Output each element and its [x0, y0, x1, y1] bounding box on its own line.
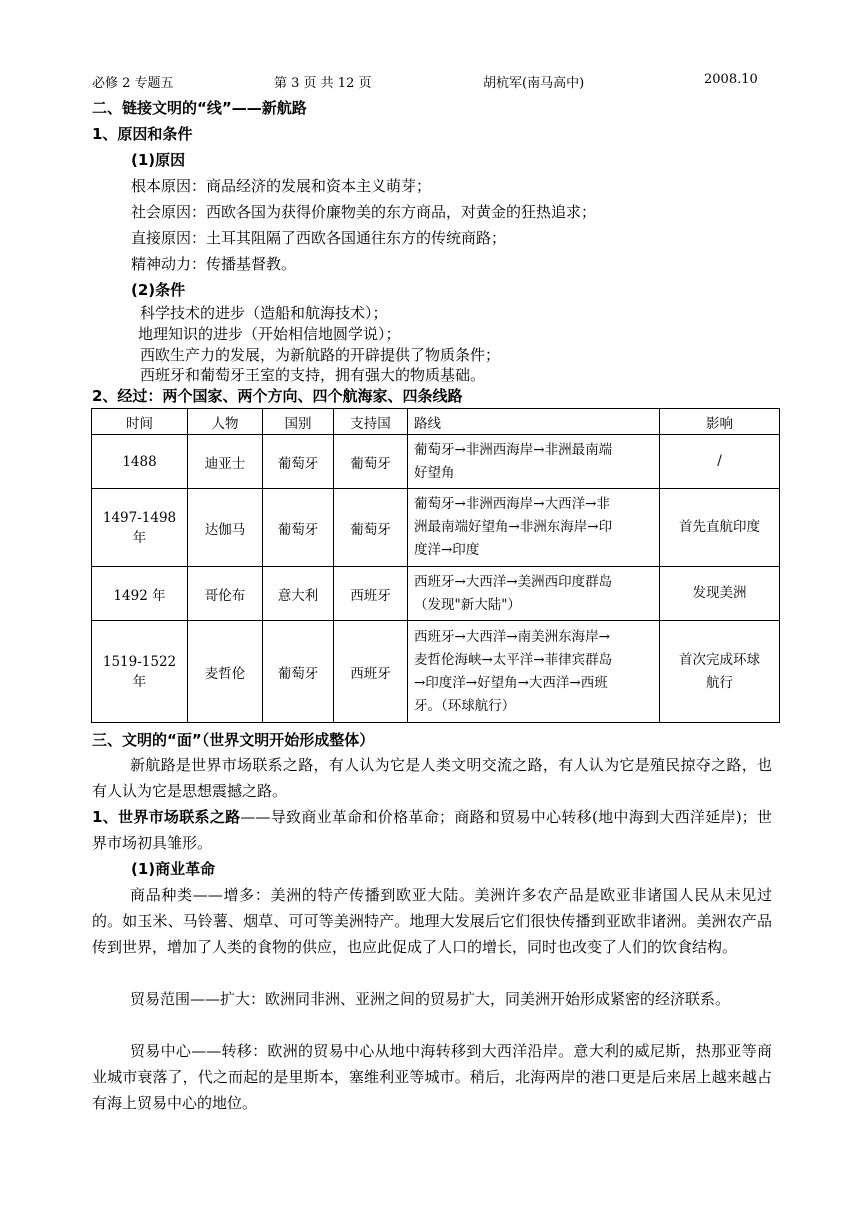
- condition-item: 西班牙和葡萄牙王室的支持，拥有强大的物质基础。: [140, 366, 486, 384]
- table-row: [92, 435, 780, 489]
- route-line: 度洋→印度: [414, 542, 480, 558]
- cell-sponsor: 西班牙: [334, 567, 408, 621]
- impact-line: 发现美洲: [692, 585, 747, 601]
- commerce-revolution-title: (1)商业革命: [131, 860, 216, 878]
- condition-item: 西欧生产力的发展，为新航路的开辟提供了物质条件；: [140, 346, 501, 364]
- cell-route: [408, 567, 660, 621]
- subsection-2-title: 2、经过：两个国家、两个方向、四个航海家、四条线路: [92, 387, 463, 405]
- cell-sponsor: 西班牙: [334, 621, 408, 723]
- cell-person: 麦哲伦: [188, 621, 263, 723]
- condition-item: 地理知识的进步（开始相信地圆学说）；: [138, 325, 401, 343]
- cell-person: 达伽马: [188, 489, 263, 567]
- header-course: 必修 2 专题五: [92, 76, 174, 91]
- header-date: 2008.10: [704, 72, 758, 87]
- cell-route: [408, 435, 660, 489]
- cell-time: 1519-1522 年: [92, 621, 188, 723]
- column-header-time: 时间: [92, 409, 188, 435]
- cell-time: 1492 年: [92, 567, 188, 621]
- subsection-3-1-text: ——导致商业革命和价格革命；商路和贸易中心转移(地中海到大西洋延岸)；世界市场初具雏形。: [92, 808, 772, 852]
- cause-item: 根本原因：商品经济的发展和资本主义萌芽；: [131, 177, 432, 195]
- cell-impact: [660, 489, 780, 567]
- impact-line: 航行: [706, 674, 733, 691]
- commerce-paragraph-scope: 贸易范围——扩大：欧洲同非洲、亚洲之间的贸易扩大，同美洲开始形成紧密的经济联系。: [130, 990, 731, 1008]
- impact-line: 首次完成环球: [679, 651, 760, 668]
- table-row: [92, 567, 780, 621]
- commerce-paragraph-center: 贸易中心——转移：欧洲的贸易中心从地中海转移到大西洋沿岸。意大利的威尼斯，热那亚等商业城市衰落了，代之而起的是里斯本，塞维利亚等城市。稍后，北海两岸的港口更是后来居上越来越占有海上贸易中心的地位。: [92, 1042, 772, 1112]
- cause-item: 精神动力：传播基督教。: [131, 255, 297, 273]
- causes-title: (1)原因: [131, 151, 186, 169]
- commerce-paragraph-goods: 商品种类——增多：美洲的特产传播到欧亚大陆。美洲许多农产品是欧亚非诸国人民从未见过的。如玉米、马铃薯、烟草、可可等美洲特产。地理大发展后它们很快传播到亚欧非诸洲。美洲农产品传到世界，增加了人类的食物的供应，也应此促成了人口的增长，同时也改变了人们的饮食结构。: [92, 886, 772, 956]
- cell-route: [408, 621, 660, 723]
- impact-line: 首先直航印度: [679, 519, 760, 535]
- cell-country: 葡萄牙: [263, 621, 334, 723]
- impact-line: /: [717, 453, 722, 469]
- cell-sponsor: 葡萄牙: [334, 435, 408, 489]
- route-line: （发现"新大陆"）: [414, 596, 521, 613]
- cell-country: 葡萄牙: [263, 435, 334, 489]
- cell-impact: [660, 621, 780, 723]
- cause-item: 直接原因：土耳其阻隔了西欧各国通往东方的传统商路；: [131, 229, 507, 247]
- subsection-1-title: 1、原因和条件: [92, 125, 193, 143]
- conditions-title: (2)条件: [131, 281, 186, 299]
- table-row: [92, 621, 780, 723]
- column-header-impact: 影响: [660, 409, 780, 435]
- column-header-person: 人物: [188, 409, 263, 435]
- route-line: 西班牙→大西洋→南美洲东海岸→: [414, 628, 610, 645]
- cell-person: 哥伦布: [188, 567, 263, 621]
- subsection-3-1-title: 1、世界市场联系之路: [92, 808, 241, 826]
- section-3-intro: 新航路是世界市场联系之路，有人认为它是人类文明交流之路，有人认为它是殖民掠夺之路，也有人认为它是思想震撼之路。: [92, 756, 772, 800]
- route-line: 葡萄牙→非洲西海岸→非洲最南端: [414, 441, 613, 458]
- column-header-sponsor: 支持国: [334, 409, 408, 435]
- route-line: 葡萄牙→非洲西海岸→大西洋→非: [414, 496, 610, 512]
- subsection-3-1: [92, 804, 772, 856]
- cause-item: 社会原因：西欧各国为获得价廉物美的东方商品，对黄金的狂热追求；: [131, 203, 597, 221]
- section-3-title: 三、文明的“面”（世界文明开始形成整体）: [92, 731, 375, 749]
- column-header-route: 路线: [408, 409, 660, 435]
- header-page-number: 第 3 页 共 12 页: [274, 76, 372, 91]
- cell-person: 迪亚士: [188, 435, 263, 489]
- navigator-table: [91, 408, 780, 723]
- route-line: 好望角: [414, 464, 455, 481]
- cell-time: 1488: [92, 435, 188, 489]
- route-line: 牙。（环球航行）: [414, 697, 516, 714]
- table-header-row: [92, 409, 780, 435]
- route-line: →印度洋→好望角→大西洋→西班: [414, 674, 608, 691]
- condition-item: 科学技术的进步（造船和航海技术）；: [140, 304, 388, 322]
- cell-sponsor: 葡萄牙: [334, 489, 408, 567]
- cell-country: 意大利: [263, 567, 334, 621]
- table-row: [92, 489, 780, 567]
- cell-impact: [660, 567, 780, 621]
- cell-impact: [660, 435, 780, 489]
- header-author: 胡杭军(南马高中): [483, 76, 585, 91]
- route-line: 洲最南端好望角→非洲东海岸→印: [414, 519, 613, 535]
- page-header: [92, 72, 772, 92]
- section-2-title: 二、链接文明的“线”——新航路: [92, 99, 307, 117]
- route-line: 麦哲伦海峡→太平洋→菲律宾群岛: [414, 651, 613, 668]
- route-line: 西班牙→大西洋→美洲西印度群岛: [414, 573, 613, 590]
- cell-route: [408, 489, 660, 567]
- column-header-country: 国别: [263, 409, 334, 435]
- cell-country: 葡萄牙: [263, 489, 334, 567]
- cell-time: 1497-1498 年: [92, 489, 188, 567]
